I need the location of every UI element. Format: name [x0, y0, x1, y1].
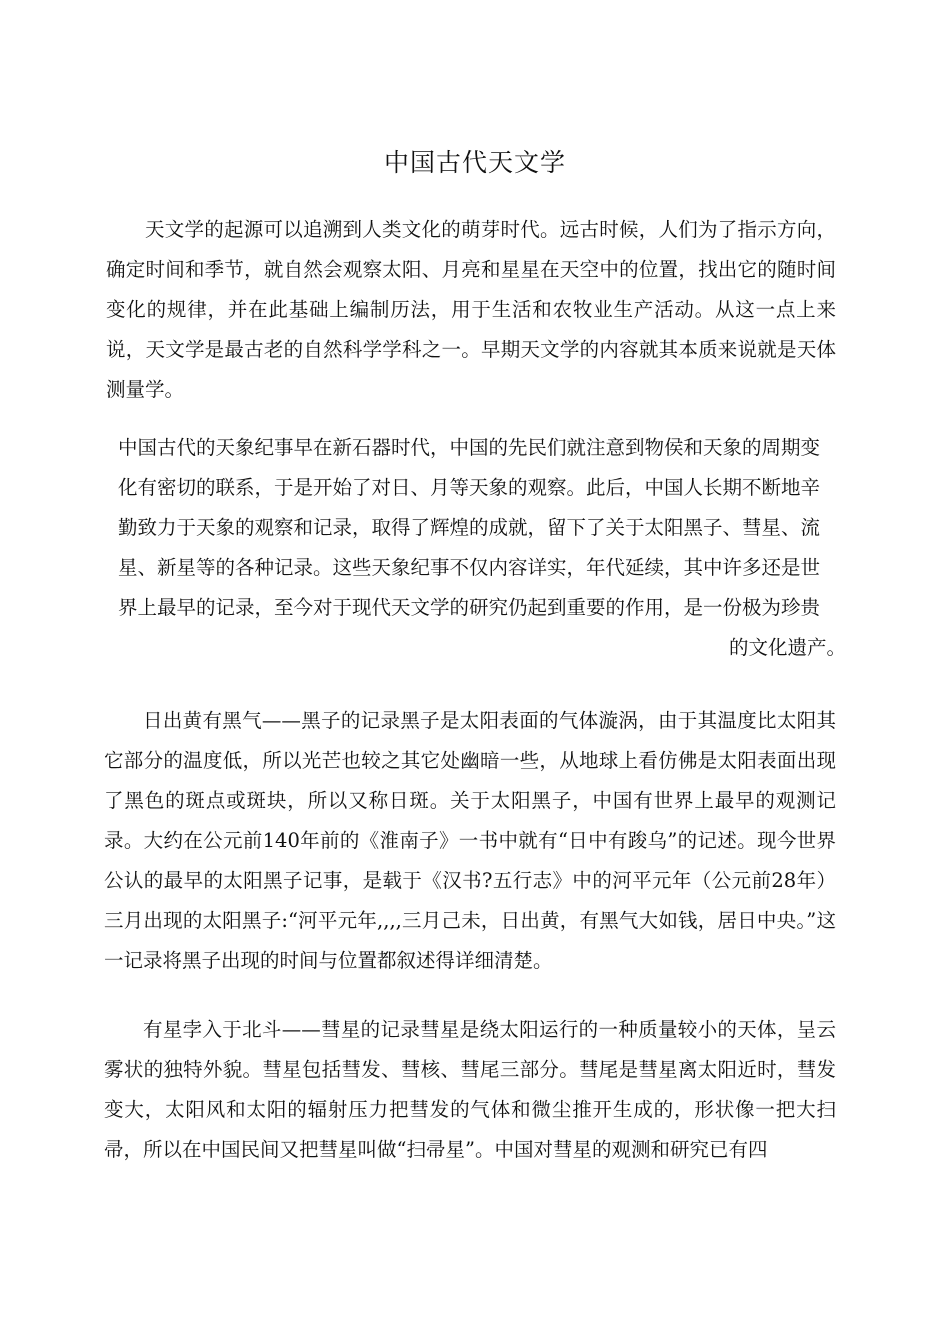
document-title: 中国古代天文学: [383, 148, 566, 177]
paragraph-line: 中国古代的天象纪事早在新石器时代，中国的先民们就注意到物侯和天象的周期变: [118, 436, 821, 459]
paragraph-comet-records: 有星孛入于北斗——彗星的记录彗星是绕太阳运行的一种质量较小的天体，呈云雾状的独特外貌。彗星包括彗发、彗核、彗尾三部分。彗尾是彗星离太阳近时，彗发变大，太阳风和太阳的辐射压力把彗发的气体和微尘推开生成的，形状像一把大扫帚，所以在中国民间又把彗星叫做“扫帚星”。中国对彗星的观测和研究已有四: [104, 1018, 836, 1161]
paragraph-line: 星、新星等的各种记录。这些天象纪事不仅内容详实，年代延续，其中许多还是世: [118, 556, 821, 579]
paragraph-line: 的文化遗产。: [728, 636, 846, 659]
paragraph-origin-of-astronomy: 天文学的起源可以追溯到人类文化的萌芽时代。远古时候，人们为了指示方向，确定时间和季节，就自然会观察太阳、月亮和星星在天空中的位置，找出它的随时间变化的规律，并在此基础上编制历法，用于生活和农牧业生产活动。从这一点上来说，天文学是最古老的自然科学学科之一。早期天文学的内容就其本质来说就是天体测量学。: [106, 218, 836, 401]
paragraph-line: 化有密切的联系，于是开始了对日、月等天象的观察。此后，中国人长期不断地辛: [118, 476, 821, 499]
paragraph-ancient-records: [114, 428, 850, 668]
paragraph-line: 勤致力于天象的观察和记录，取得了辉煌的成就，留下了关于太阳黑子、彗星、流: [118, 516, 821, 539]
paragraph-sunspot-records: 日出黄有黑气——黑子的记录黑子是太阳表面的气体漩涡，由于其温度比太阳其它部分的温度低，所以光芒也较之其它处幽暗一些，从地球上看仿佛是太阳表面出现了黑色的斑点或斑块，所以又称日斑。关于太阳黑子，中国有世界上最早的观测记录。大约在公元前140年前的《淮南子》一书中就有“日中有踆乌”的记述。现今世界公认的最早的太阳黑子记事，是载于《汉书?五行志》中的河平元年（公元前28年）三月出现的太阳黑子:“河平元年,,,,三月己未，日出黄，有黑气大如钱，居日中央。”这一记录将黑子出现的时间与位置都叙述得详细清楚。: [104, 709, 836, 972]
paragraph-line: 界上最早的记录，至今对于现代天文学的研究仍起到重要的作用，是一份极为珍贵: [118, 596, 821, 619]
